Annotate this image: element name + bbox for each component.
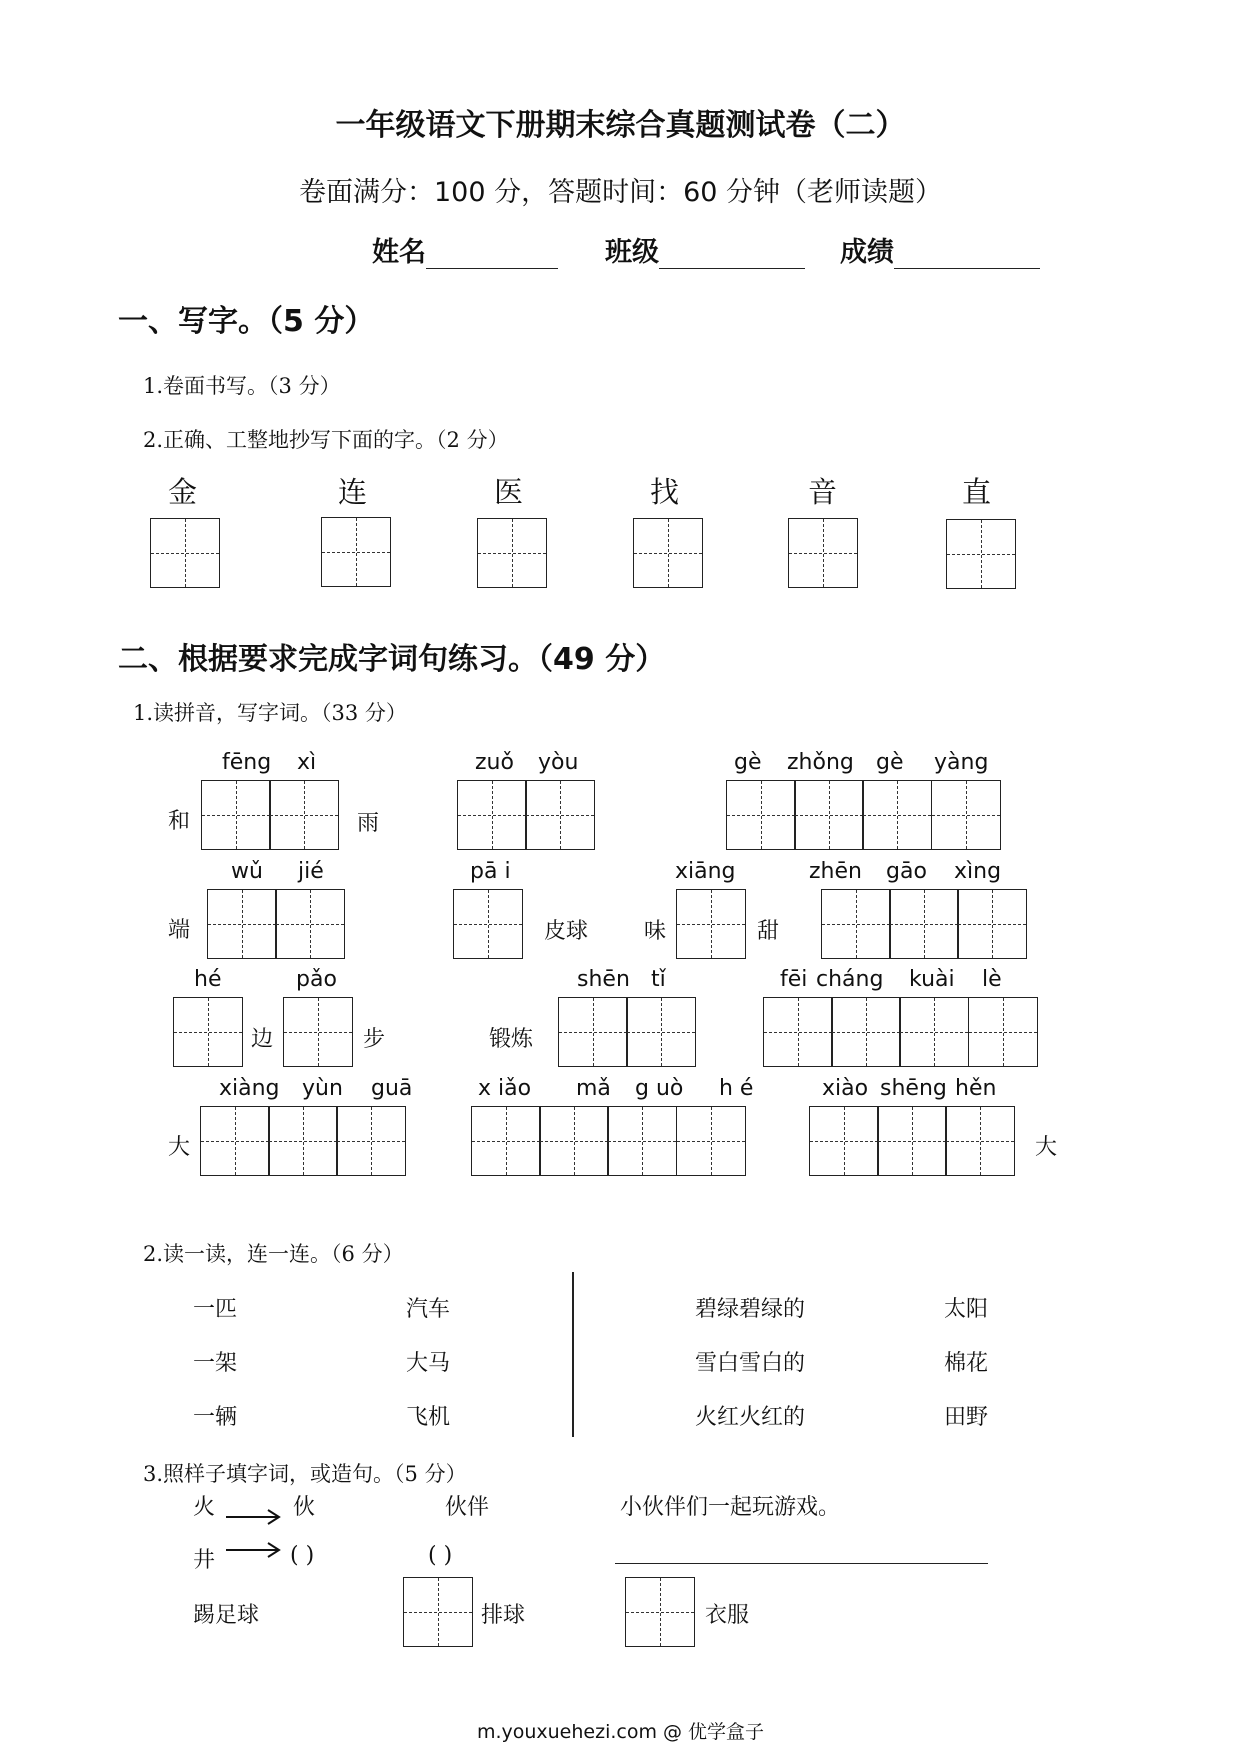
section1-title: 一、写字。（5 分） bbox=[118, 304, 375, 339]
copy-char: 金 bbox=[168, 475, 198, 509]
grid-cell[interactable] bbox=[946, 519, 1016, 589]
grid-cell[interactable] bbox=[763, 997, 833, 1067]
pinyin: hé bbox=[194, 967, 222, 992]
grid-cell[interactable] bbox=[968, 997, 1038, 1067]
pinyin: wǔ bbox=[231, 859, 263, 884]
example-word: 伙伴 bbox=[445, 1495, 490, 1520]
grid-cell[interactable] bbox=[626, 997, 696, 1067]
pinyin: yòu bbox=[538, 750, 579, 775]
grid-cell[interactable] bbox=[173, 997, 243, 1067]
writing-grid[interactable] bbox=[763, 997, 1038, 1067]
name-field bbox=[372, 230, 558, 269]
writing-grid[interactable] bbox=[403, 1577, 473, 1647]
pinyin: xiàng bbox=[219, 1076, 280, 1101]
grid-cell[interactable] bbox=[150, 518, 220, 588]
grid-cell[interactable] bbox=[862, 780, 932, 850]
grid-cell[interactable] bbox=[558, 997, 628, 1067]
sentence-answer-line[interactable] bbox=[615, 1563, 988, 1564]
grid-cell[interactable] bbox=[321, 517, 391, 587]
class-label: 班级 bbox=[605, 237, 659, 268]
example-word: 踢足球 bbox=[193, 1603, 260, 1628]
grid-cell[interactable] bbox=[525, 780, 595, 850]
word-label: 锻炼 bbox=[489, 1027, 534, 1052]
word-label: 大 bbox=[1035, 1135, 1058, 1160]
writing-grid[interactable] bbox=[457, 780, 595, 850]
pinyin: xì bbox=[297, 750, 317, 775]
pinyin: fēng bbox=[222, 750, 272, 775]
page-title: 一年级语文下册期末综合真题测试卷（二） bbox=[335, 108, 906, 143]
example-char: 伙 bbox=[293, 1495, 316, 1520]
match-item[interactable]: 一架 bbox=[193, 1351, 238, 1376]
pinyin: shēn bbox=[577, 967, 630, 992]
match-item[interactable]: 大马 bbox=[406, 1351, 451, 1376]
grid-cell[interactable] bbox=[269, 780, 339, 850]
class-field bbox=[605, 230, 805, 269]
writing-grid[interactable] bbox=[283, 997, 353, 1067]
match-item[interactable]: 碧绿碧绿的 bbox=[695, 1297, 806, 1322]
pinyin: lè bbox=[982, 967, 1002, 992]
grid-cell[interactable] bbox=[676, 1106, 746, 1176]
grid-cell[interactable] bbox=[283, 997, 353, 1067]
s2-q2: 2.读一读，连一连。（6 分） bbox=[143, 1242, 404, 1266]
grid-cell[interactable] bbox=[539, 1106, 609, 1176]
pinyin: fēi bbox=[780, 967, 808, 992]
match-item[interactable]: 太阳 bbox=[944, 1297, 989, 1322]
writing-grid[interactable] bbox=[946, 519, 1016, 589]
right-arrow-icon bbox=[224, 1505, 284, 1525]
score-label: 成绩 bbox=[840, 237, 894, 268]
right-arrow-icon bbox=[224, 1538, 284, 1558]
pinyin: kuài bbox=[909, 967, 955, 992]
grid-cell[interactable] bbox=[957, 889, 1027, 959]
pinyin: yàng bbox=[934, 750, 989, 775]
pinyin: h é bbox=[719, 1076, 754, 1101]
answer-paren[interactable]: ( ) bbox=[290, 1543, 315, 1568]
word-label: 甜 bbox=[757, 919, 780, 944]
answer-paren[interactable]: ( ) bbox=[428, 1543, 453, 1568]
s2-q3: 3.照样子填字词，或造句。（5 分） bbox=[143, 1462, 467, 1486]
s1-q2: 2.正确、工整地抄写下面的字。（2 分） bbox=[143, 428, 509, 452]
match-item[interactable]: 田野 bbox=[944, 1405, 989, 1430]
match-item[interactable]: 一匹 bbox=[193, 1297, 238, 1322]
grid-cell[interactable] bbox=[809, 1106, 879, 1176]
grid-cell[interactable] bbox=[821, 889, 891, 959]
pinyin: gè bbox=[734, 750, 762, 775]
pinyin: guā bbox=[371, 1076, 413, 1101]
example-word: 排球 bbox=[481, 1603, 526, 1628]
pinyin: hěn bbox=[955, 1076, 997, 1101]
pinyin: xiāng bbox=[675, 859, 736, 884]
writing-grid[interactable] bbox=[477, 518, 547, 588]
grid-cell[interactable] bbox=[275, 889, 345, 959]
grid-cell[interactable] bbox=[207, 889, 277, 959]
grid-cell[interactable] bbox=[877, 1106, 947, 1176]
name-label: 姓名 bbox=[372, 237, 426, 268]
example-char: 火 bbox=[193, 1495, 216, 1520]
writing-grid[interactable] bbox=[726, 780, 1001, 850]
pinyin: gè bbox=[876, 750, 904, 775]
pinyin: jié bbox=[298, 859, 324, 884]
writing-grid[interactable] bbox=[558, 997, 696, 1067]
writing-grid[interactable] bbox=[173, 997, 243, 1067]
writing-grid[interactable] bbox=[207, 889, 345, 959]
copy-char: 直 bbox=[962, 475, 992, 509]
s1-q1: 1.卷面书写。（3 分） bbox=[143, 374, 341, 398]
grid-cell[interactable] bbox=[268, 1106, 338, 1176]
grid-cell[interactable] bbox=[607, 1106, 677, 1176]
grid-cell[interactable] bbox=[794, 780, 864, 850]
grid-cell[interactable] bbox=[788, 518, 858, 588]
match-item[interactable]: 飞机 bbox=[406, 1405, 451, 1430]
writing-grid[interactable] bbox=[676, 889, 746, 959]
footer-watermark: m.youxuehezi.com @ 优学盒子 bbox=[476, 1721, 765, 1743]
pinyin: gāo bbox=[886, 859, 927, 884]
pinyin: mǎ bbox=[576, 1076, 611, 1101]
grid-cell[interactable] bbox=[899, 997, 969, 1067]
grid-cell[interactable] bbox=[457, 780, 527, 850]
match-item[interactable]: 汽车 bbox=[406, 1297, 451, 1322]
pinyin: shēng bbox=[880, 1076, 947, 1101]
pinyin: pǎo bbox=[296, 967, 337, 992]
score-blank[interactable] bbox=[894, 240, 1040, 269]
score-field bbox=[840, 230, 1040, 269]
writing-grid[interactable] bbox=[625, 1577, 695, 1647]
grid-cell[interactable] bbox=[201, 780, 271, 850]
pinyin: yùn bbox=[302, 1076, 343, 1101]
word-label: 端 bbox=[168, 918, 191, 943]
pinyin: zuǒ bbox=[475, 750, 514, 775]
pinyin: xiào bbox=[822, 1076, 869, 1101]
writing-grid[interactable] bbox=[821, 889, 1027, 959]
copy-char: 医 bbox=[494, 475, 524, 509]
writing-grid[interactable] bbox=[453, 889, 523, 959]
grid-cell[interactable] bbox=[945, 1106, 1015, 1176]
writing-grid[interactable] bbox=[201, 780, 339, 850]
example-char: 井 bbox=[193, 1548, 216, 1573]
writing-grid[interactable] bbox=[200, 1106, 406, 1176]
pinyin: tǐ bbox=[651, 967, 666, 992]
match-item[interactable]: 火红火红的 bbox=[695, 1405, 806, 1430]
pinyin: xìng bbox=[954, 859, 1002, 884]
grid-cell[interactable] bbox=[336, 1106, 406, 1176]
pinyin: zhēn bbox=[809, 859, 862, 884]
word-label: 味 bbox=[644, 919, 667, 944]
match-item[interactable]: 棉花 bbox=[944, 1351, 989, 1376]
match-item[interactable]: 雪白雪白的 bbox=[695, 1351, 806, 1376]
word-label: 和 bbox=[168, 809, 191, 834]
word-label: 雨 bbox=[357, 811, 380, 836]
example-sentence: 小伙伴们一起玩游戏。 bbox=[620, 1495, 841, 1520]
grid-cell[interactable] bbox=[676, 889, 746, 959]
pinyin: cháng bbox=[816, 967, 884, 992]
pinyin: x iǎo bbox=[478, 1076, 532, 1101]
pinyin: zhǒng bbox=[787, 750, 854, 775]
writing-grid[interactable] bbox=[633, 518, 703, 588]
word-label: 边 bbox=[251, 1027, 274, 1052]
column-divider bbox=[572, 1272, 574, 1437]
grid-cell[interactable] bbox=[831, 997, 901, 1067]
writing-grid[interactable] bbox=[150, 518, 220, 588]
section2-title: 二、根据要求完成字词句练习。（49 分） bbox=[118, 642, 666, 677]
example-word: 衣服 bbox=[705, 1603, 750, 1628]
match-item[interactable]: 一辆 bbox=[193, 1405, 238, 1430]
copy-char: 音 bbox=[808, 475, 838, 509]
copy-char: 连 bbox=[338, 475, 368, 509]
grid-cell[interactable] bbox=[477, 518, 547, 588]
copy-char: 找 bbox=[650, 475, 680, 509]
s2-q1: 1.读拼音，写字词。（33 分） bbox=[133, 701, 407, 725]
grid-cell[interactable] bbox=[453, 889, 523, 959]
word-label: 步 bbox=[363, 1027, 386, 1052]
writing-grid[interactable] bbox=[809, 1106, 1015, 1176]
grid-cell[interactable] bbox=[471, 1106, 541, 1176]
pinyin: g uò bbox=[635, 1076, 684, 1101]
grid-cell[interactable] bbox=[200, 1106, 270, 1176]
grid-cell[interactable] bbox=[889, 889, 959, 959]
grid-cell[interactable] bbox=[931, 780, 1001, 850]
grid-cell[interactable] bbox=[403, 1577, 473, 1647]
grid-cell[interactable] bbox=[726, 780, 796, 850]
name-blank[interactable] bbox=[426, 240, 558, 269]
pinyin: pā i bbox=[470, 859, 511, 884]
class-blank[interactable] bbox=[659, 240, 805, 269]
page-subtitle: 卷面满分：100 分，答题时间：60 分钟（老师读题） bbox=[298, 177, 943, 208]
writing-grid[interactable] bbox=[788, 518, 858, 588]
writing-grid[interactable] bbox=[471, 1106, 746, 1176]
word-label: 大 bbox=[168, 1135, 191, 1160]
writing-grid[interactable] bbox=[321, 517, 391, 587]
word-label: 皮球 bbox=[544, 919, 589, 944]
grid-cell[interactable] bbox=[633, 518, 703, 588]
grid-cell[interactable] bbox=[625, 1577, 695, 1647]
